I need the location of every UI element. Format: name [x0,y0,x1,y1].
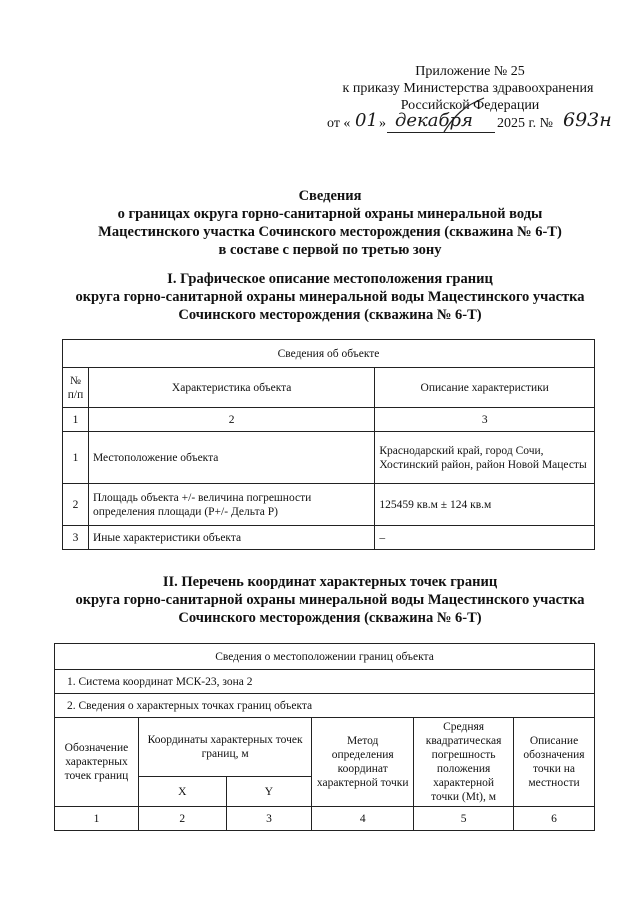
table1-header-num: № п/п [63,368,89,408]
header-method: Метод определения координат характерной точки [312,718,414,807]
table2-index-cell: 2 [138,807,226,831]
table1-index-cell: 2 [88,408,374,432]
row-number: 1 [63,432,89,484]
doc-title-line4: в составе с первой по третью зону [218,242,442,258]
row-number: 2 [63,484,89,526]
section2-heading: II. Перечень координат характерных точек границ [162,574,498,590]
section1-heading-line3: Сочинского месторождения (скважина № 6-Т) [178,307,482,323]
section1-heading-line2: округа горно-санитарной охраны минеральной воды Мацестинского участка [75,289,585,305]
row-description: 125459 кв.м ± 124 кв.м [375,484,595,526]
header-y: Y [226,777,312,807]
section1-heading: I. Графическое описание местоположения границ [167,271,493,287]
table2-caption: Сведения о местоположении границ объекта [55,644,595,670]
appendix-order-line: к приказу Министерства здравоохранения [342,81,594,96]
row-characteristic: Местоположение объекта [88,432,374,484]
boundary-points-table [54,643,595,831]
table2-index-cell: 1 [55,807,139,831]
row-characteristic: Иные характеристики объекта [88,526,374,550]
date-month-handwritten: декабря [395,110,473,131]
date-prefix: от « [327,116,351,131]
table-row [63,432,595,484]
doc-title-line3: Мацестинского участка Сочинского месторождения (скважина № 6-Т) [98,224,562,240]
signature-stroke [440,96,490,136]
coordinate-system: 1. Система координат МСК-23, зона 2 [55,670,595,694]
order-number-handwritten: 693н [563,109,612,131]
table1-index-cell: 3 [375,408,595,432]
section2-heading-line2: округа горно-санитарной охраны минеральной воды Мацестинского участка [75,592,585,608]
date-year: 2025 г. № [497,116,554,131]
table2-index-cell: 3 [226,807,312,831]
section2-heading-line3: Сочинского месторождения (скважина № 6-Т) [178,610,482,626]
doc-title-line2: о границах округа горно-санитарной охраны минеральной воды [117,206,543,222]
appendix-number: Приложение № 25 [415,64,525,79]
table1-header-characteristic: Характеристика объекта [88,368,374,408]
table1-caption: Сведения об объекте [63,340,595,368]
row-description: Краснодарский край, город Сочи, Хостинский район, район Новой Мацесты [375,432,595,484]
row-description: – [375,526,595,550]
table2-index-cell: 6 [514,807,595,831]
header-x: X [138,777,226,807]
date-day-handwritten: 01 [355,110,378,131]
table1-index-cell: 1 [63,408,89,432]
appendix-federation-line: Российской Федерации [400,98,540,113]
object-info-table [62,339,595,550]
characteristic-points-label: 2. Сведения о характерных точках границ объекта [55,694,595,718]
header-mean-error: Средняя квадратическая погрешность положения характерной точки (Mt), м [414,718,514,807]
date-quote-close: » [379,116,386,131]
table-row [63,526,595,550]
table2-index-cell: 4 [312,807,414,831]
table2-index-cell: 5 [414,807,514,831]
table1-header-description: Описание характеристики [375,368,595,408]
header-coordinates: Координаты характерных точек границ, м [138,718,311,777]
table-row [63,484,595,526]
header-point-description: Описание обозначения точки на местности [514,718,595,807]
doc-title: Сведения [298,188,362,204]
header-designation: Обозначение характерных точек границ [55,718,139,807]
row-number: 3 [63,526,89,550]
row-characteristic: Площадь объекта +/- величина погрешности определения площади (P+/- Дельта P) [88,484,374,526]
